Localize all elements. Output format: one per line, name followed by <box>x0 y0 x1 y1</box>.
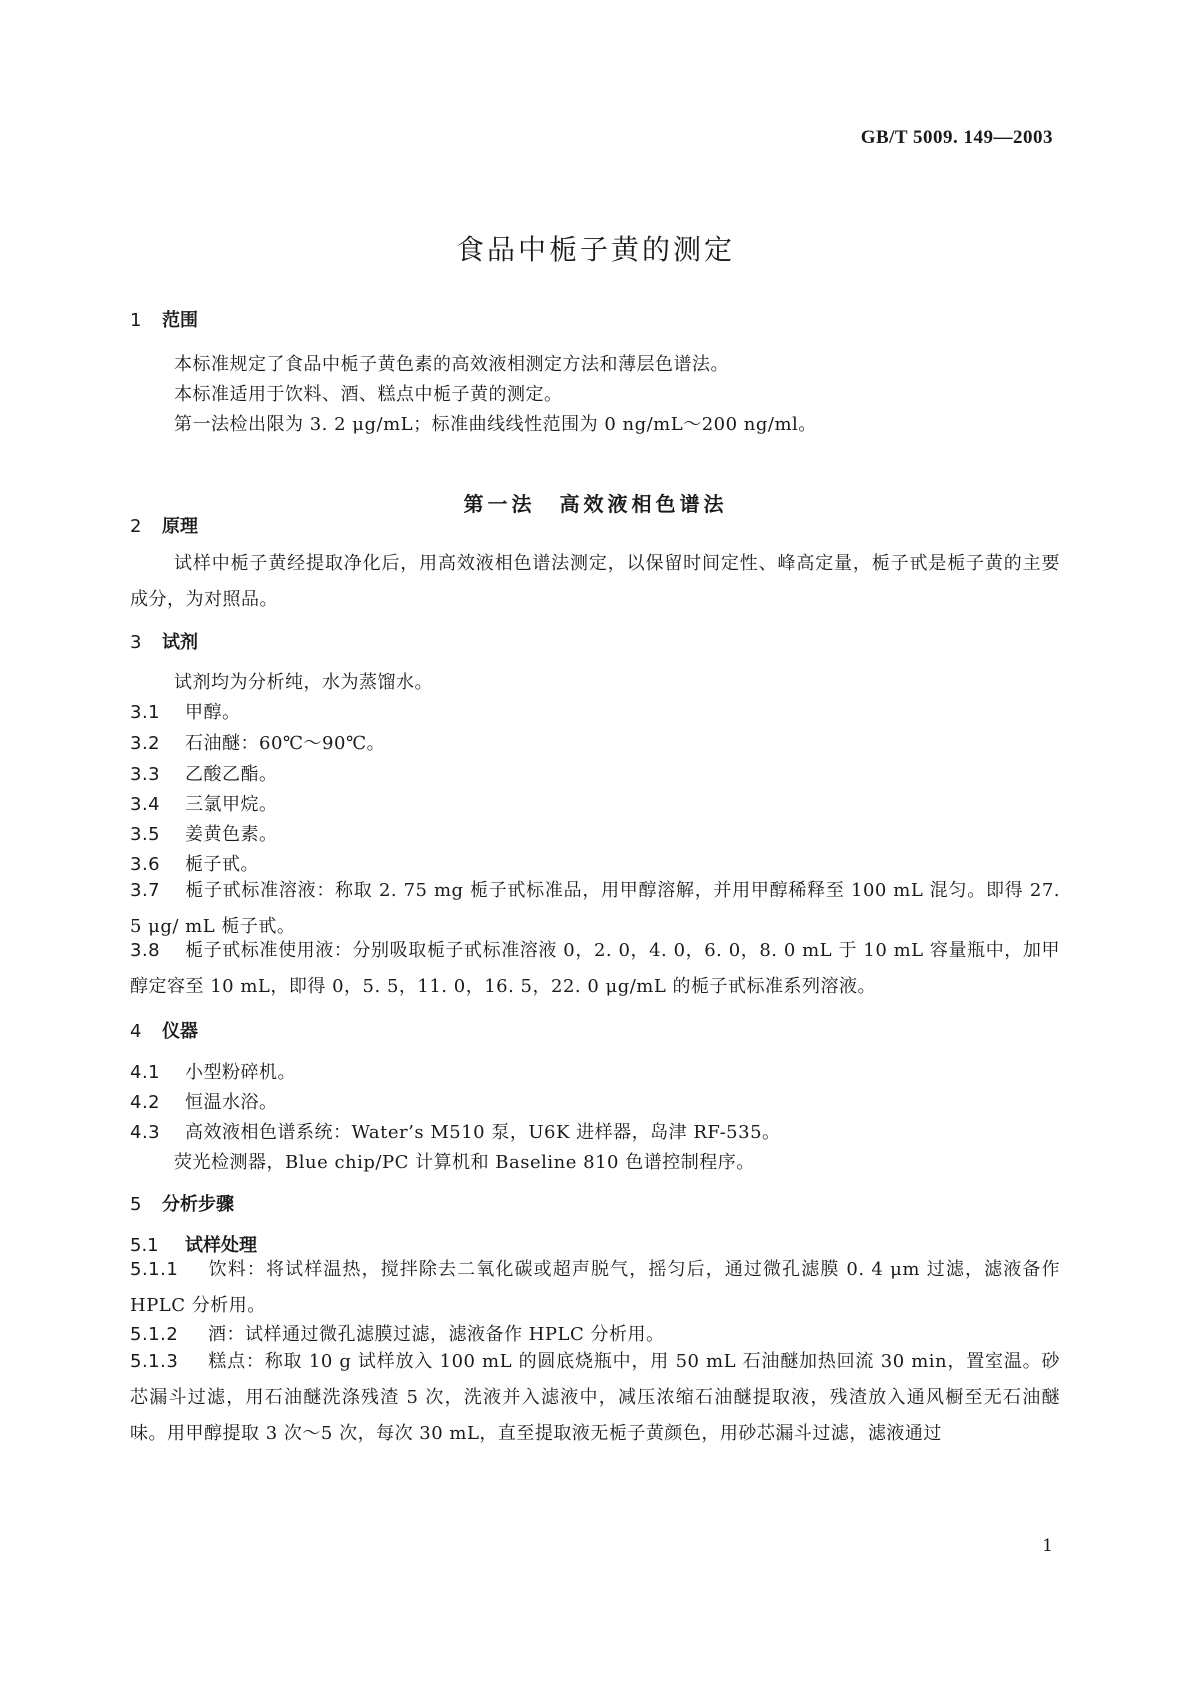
section-number: 3 <box>130 632 142 653</box>
procedure-5-1-1 <box>130 1252 1060 1324</box>
item-number: 5.1.3 <box>130 1351 179 1372</box>
section-number: 2 <box>130 516 142 537</box>
section-number: 1 <box>130 310 142 331</box>
item-number: 3.2 <box>130 733 161 754</box>
subsection-number: 5.1 <box>130 1235 159 1256</box>
page-number: 1 <box>1042 1536 1053 1556</box>
instrument-item <box>130 1088 278 1114</box>
procedure-5-1-3 <box>130 1344 1060 1452</box>
item-number: 4.3 <box>130 1122 161 1143</box>
item-text: 栀子甙标准溶液：称取 2. 75 mg 栀子甙标准品，用甲醇溶解，并用甲醇稀释至 100 mL 混匀。即得 27. 5 μg/ mL 栀子甙。 <box>130 880 1060 937</box>
document-title: 食品中栀子黄的测定 <box>455 233 735 266</box>
scope-line-1: 本标准规定了食品中栀子黄色素的高效液相测定方法和薄层色谱法。 <box>174 354 729 375</box>
item-text: 石油醚：60℃～90℃。 <box>185 733 386 754</box>
item-number: 4.2 <box>130 1092 161 1113</box>
section-1-heading <box>130 306 198 332</box>
item-text: 乙酸乙酯。 <box>185 764 278 785</box>
item-text: 恒温水浴。 <box>185 1092 278 1113</box>
instrument-item <box>130 1118 781 1144</box>
principle-paragraph: 试样中栀子黄经提取净化后，用高效液相色谱法测定，以保留时间定性、峰高定量，栀子甙是栀子黄的主要成分，为对照品。 <box>130 553 1060 610</box>
scope-line-3: 第一法检出限为 3. 2 μg/mL；标准曲线线性范围为 0 ng/mL～200 ng/ml。 <box>174 414 817 435</box>
reagent-item-3-8 <box>130 933 1060 1005</box>
reagent-item <box>130 760 278 786</box>
item-number: 3.7 <box>130 880 161 901</box>
instrument-continuation: 荧光检测器，Blue chip/PC 计算机和 Baseline 810 色谱控制程序。 <box>174 1152 755 1173</box>
item-text: 小型粉碎机。 <box>185 1062 296 1083</box>
reagent-item <box>130 820 278 846</box>
item-number: 3.5 <box>130 824 161 845</box>
section-4-heading <box>130 1017 198 1043</box>
scope-line-2: 本标准适用于饮料、酒、糕点中栀子黄的测定。 <box>174 384 563 405</box>
item-number: 5.1.1 <box>130 1259 179 1280</box>
standard-number: GB/T 5009. 149—2003 <box>860 127 1053 148</box>
section-title: 试剂 <box>162 632 198 653</box>
section-title: 原理 <box>162 516 198 537</box>
item-text: 甲醇。 <box>185 702 241 723</box>
item-text: 姜黄色素。 <box>185 824 278 845</box>
procedure-5-1-2 <box>130 1320 664 1346</box>
reagents-intro: 试剂均为分析纯，水为蒸馏水。 <box>174 672 433 693</box>
instrument-item <box>130 1058 296 1084</box>
item-number: 5.1.2 <box>130 1324 179 1345</box>
item-number: 4.1 <box>130 1062 161 1083</box>
reagent-item <box>130 790 278 816</box>
item-text: 饮料：将试样温热，搅拌除去二氧化碳或超声脱气，摇匀后，通过微孔滤膜 0. 4 μm 过滤，滤液备作 HPLC 分析用。 <box>130 1259 1060 1316</box>
item-text: 糕点：称取 10 g 试样放入 100 mL 的圆底烧瓶中，用 50 mL 石油醚加热回流 30 min，置室温。砂芯漏斗过滤，用石油醚洗涤残渣 5 次，洗液并入滤液中，减压浓缩石油醚提取液，残渣放入通风橱至无石油醚味。用甲醇提取 3 次～5 次，每次 30 mL，直至提取液无栀子黄颜色，用砂芯漏斗过滤，滤液通过 <box>130 1351 1060 1444</box>
item-text: 高效液相色谱系统：Water’s M510 泵，U6K 进样器，岛津 RF-535。 <box>185 1122 781 1143</box>
section-title: 仪器 <box>162 1021 198 1042</box>
reagent-item <box>130 729 385 755</box>
item-text: 酒：试样通过微孔滤膜过滤，滤液备作 HPLC 分析用。 <box>208 1324 665 1345</box>
item-number: 3.8 <box>130 940 161 961</box>
section-2-heading <box>130 512 198 538</box>
item-text: 三氯甲烷。 <box>185 794 278 815</box>
section-5-heading <box>130 1190 234 1216</box>
item-number: 3.1 <box>130 702 161 723</box>
reagent-item <box>130 698 241 724</box>
item-number: 3.3 <box>130 764 161 785</box>
section-3-heading <box>130 628 198 654</box>
section-title: 分析步骤 <box>162 1194 234 1215</box>
item-number: 3.6 <box>130 854 161 875</box>
subsection-title: 试样处理 <box>185 1235 257 1256</box>
method-one-title: 第一法 高效液相色谱法 <box>463 492 728 516</box>
item-number: 3.4 <box>130 794 161 815</box>
item-text: 栀子甙。 <box>185 854 259 875</box>
item-text: 栀子甙标准使用液：分别吸取栀子甙标准溶液 0，2. 0，4. 0，6. 0，8. 0 mL 于 10 mL 容量瓶中，加甲醇定容至 10 mL，即得 0，5. 5，11. 0，16. 5，22. 0 μg/mL 的栀子甙标准系列溶液。 <box>130 940 1060 997</box>
section-title: 范围 <box>162 310 198 331</box>
section-number: 4 <box>130 1021 142 1042</box>
section-number: 5 <box>130 1194 142 1215</box>
